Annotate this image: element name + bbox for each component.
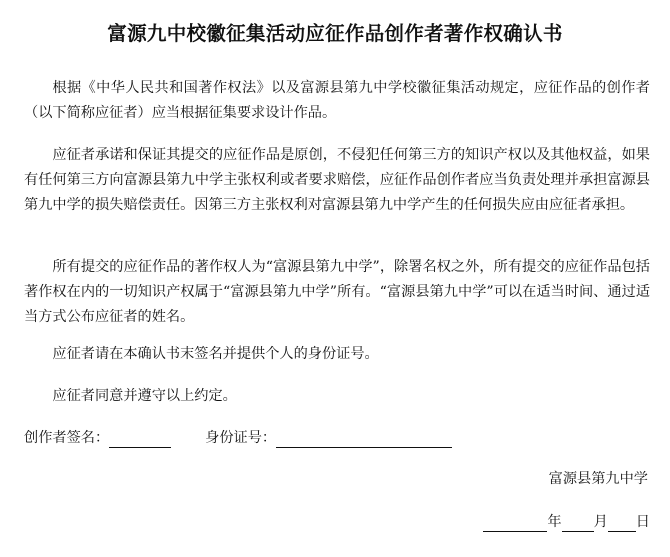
paragraph-agreement: 应征者同意并遵守以上约定。 [52, 388, 237, 404]
paragraph-signature-request: 应征者请在本确认书末签名并提供个人的身份证号。 [52, 346, 379, 362]
id-number-blank[interactable] [276, 428, 452, 448]
document-title: 富源九中校徽征集活动应征作品创作者著作权确认书 [107, 22, 563, 45]
date-year-blank[interactable] [483, 512, 547, 532]
date-day-label: 日 [635, 514, 650, 530]
paragraph-copyright-ownership: 所有提交的应征作品的著作权人为“富源县第九中学”，除署名权之外，所有提交的应征作品包括著作权在内的一切知识产权属于“富源县第九中学”所有。“富源县第九中学”可以在适当时间、通过适当方式公布应征者的姓名。 [24, 259, 650, 325]
signature-label: 创作者签名： [24, 430, 110, 446]
organization-name: 富源县第九中学 [548, 471, 648, 487]
id-number-label: 身份证号： [205, 430, 277, 446]
signature-row [24, 426, 452, 451]
date-month-label: 月 [593, 514, 608, 530]
paragraph-originality-guarantee: 应征者承诺和保证其提交的应征作品是原创，不侵犯任何第三方的知识产权以及其他权益，如果有任何第三方向富源县第九中学主张权利或者要求赔偿，应征作品创作者应当负责处理并承担富源县第九中学的损失赔偿责任。因第三方主张权利对富源县第九中学产生的任何损失应由应征者承担。 [24, 147, 650, 213]
paragraph-legal-basis: 根据《中华人民共和国著作权法》以及富源县第九中学校徽征集活动规定，应征作品的创作者（以下简称应征者）应当根据征集要求设计作品。 [24, 80, 650, 121]
date-year-label: 年 [547, 514, 562, 530]
date-row [483, 510, 650, 535]
date-month-blank[interactable] [562, 512, 594, 532]
signature-blank[interactable] [109, 428, 171, 448]
date-day-blank[interactable] [608, 512, 636, 532]
